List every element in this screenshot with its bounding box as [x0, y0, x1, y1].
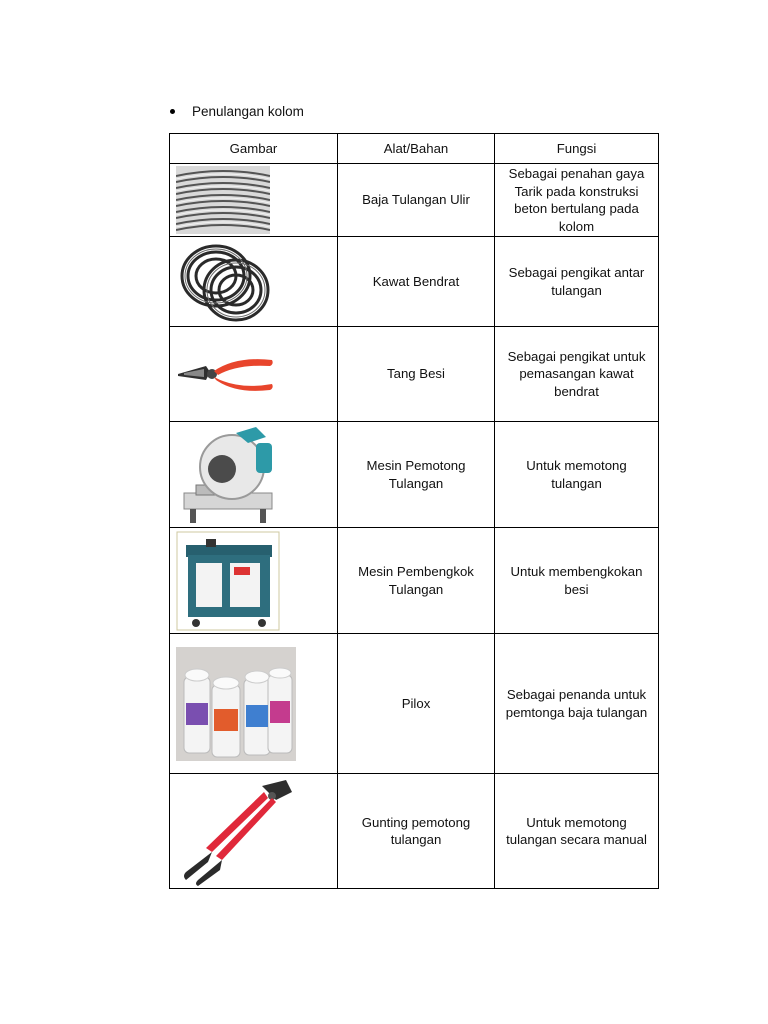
tool-function: Untuk memotong tulangan	[495, 422, 659, 528]
image-cell	[170, 774, 338, 889]
image-cell	[170, 634, 338, 774]
header-gambar: Gambar	[170, 134, 338, 164]
tool-name: Baja Tulangan Ulir	[338, 164, 495, 237]
table-row	[170, 422, 659, 528]
table-row	[170, 634, 659, 774]
tool-function: Sebagai pengikat antar tulangan	[495, 237, 659, 327]
tool-name: Tang Besi	[338, 327, 495, 422]
image-cell	[170, 164, 338, 237]
bullet-item	[170, 104, 304, 119]
bolt-cutter-image	[176, 776, 331, 886]
cutoff-saw-image	[176, 423, 331, 527]
tool-function: Sebagai pengikat untuk pemasangan kawat bendrat	[495, 327, 659, 422]
pliers-image	[176, 344, 331, 404]
tool-name: Mesin Pembengkok Tulangan	[338, 528, 495, 634]
image-cell	[170, 237, 338, 327]
table-row	[170, 774, 659, 889]
tool-function: Sebagai penanda untuk pemtonga baja tulangan	[495, 634, 659, 774]
header-fungsi: Fungsi	[495, 134, 659, 164]
table-row	[170, 327, 659, 422]
rebar-coil-image	[176, 166, 331, 234]
image-cell	[170, 422, 338, 528]
image-cell	[170, 528, 338, 634]
table-row	[170, 528, 659, 634]
spray-paint-cans-image	[176, 647, 331, 761]
bullet-dot-icon	[170, 109, 175, 114]
tool-name: Gunting pemotong tulangan	[338, 774, 495, 889]
tool-function: Untuk membengkokan besi	[495, 528, 659, 634]
table-header-row	[170, 134, 659, 164]
tools-table	[169, 133, 659, 889]
header-alat-bahan: Alat/Bahan	[338, 134, 495, 164]
tool-name: Kawat Bendrat	[338, 237, 495, 327]
table-row	[170, 164, 659, 237]
tool-function: Untuk memotong tulangan secara manual	[495, 774, 659, 889]
tool-function: Sebagai penahan gaya Tarik pada konstruksi beton bertulang pada kolom	[495, 164, 659, 237]
tool-name: Mesin Pemotong Tulangan	[338, 422, 495, 528]
wire-coil-image	[176, 238, 331, 326]
image-cell	[170, 327, 338, 422]
section-heading: Penulangan kolom	[192, 104, 304, 119]
bending-machine-image	[176, 531, 331, 631]
table-row	[170, 237, 659, 327]
tool-name: Pilox	[338, 634, 495, 774]
